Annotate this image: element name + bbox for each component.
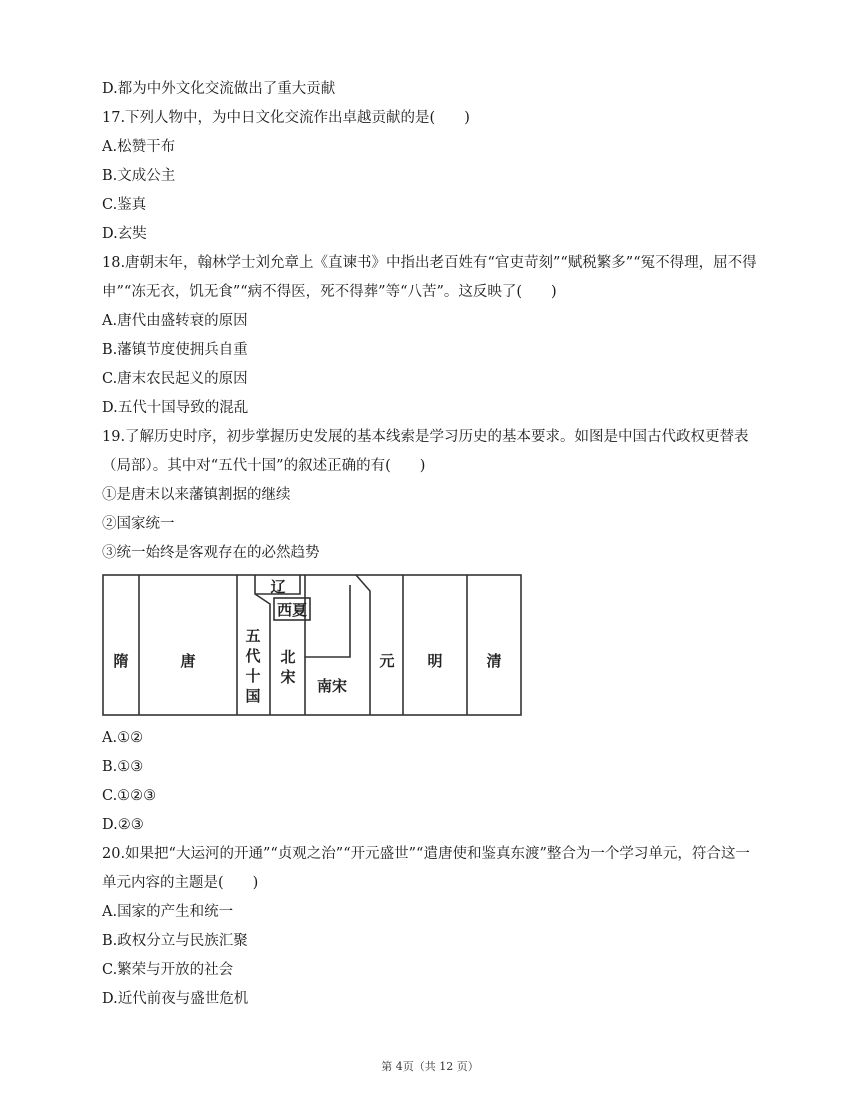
option-17-a: A.松赞干布 bbox=[102, 139, 176, 155]
ming-label: 明 bbox=[427, 652, 443, 670]
dynasty-succession-chart bbox=[102, 574, 522, 716]
tang-label: 唐 bbox=[180, 652, 196, 670]
option-17-c: C.鉴真 bbox=[102, 197, 147, 213]
question-18-line-2: 申”“冻无衣，饥无食”“病不得医，死不得葬”等“八苦”。这反映了( ) bbox=[102, 284, 557, 300]
option-20-b: B.政权分立与民族汇聚 bbox=[102, 933, 248, 949]
option-19-a: A.①② bbox=[102, 730, 144, 746]
question-20-line-2: 单元内容的主题是( ) bbox=[102, 875, 259, 891]
liao-label: 辽 bbox=[270, 578, 286, 596]
option-17-b: B.文成公主 bbox=[102, 168, 176, 184]
question-19-line-1: 19.了解历史时序，初步掌握历史发展的基本线索是学习历史的基本要求。如图是中国古代政权更替表 bbox=[102, 429, 749, 445]
statement-1: ①是唐末以来藩镇割据的继续 bbox=[102, 487, 291, 503]
option-19-d: D.②③ bbox=[102, 817, 144, 833]
question-17: 17.下列人物中，为中日文化交流作出卓越贡献的是( ) bbox=[102, 110, 470, 126]
sui-label: 隋 bbox=[113, 652, 129, 670]
qing-label: 清 bbox=[486, 652, 502, 670]
option-20-a: A.国家的产生和统一 bbox=[102, 904, 234, 920]
option-20-d: D.近代前夜与盛世危机 bbox=[102, 991, 249, 1007]
option-16-d: D.都为中外文化交流做出了重大贡献 bbox=[102, 81, 336, 97]
question-18-line-1: 18.唐朝末年，翰林学士刘允章上《直谏书》中指出老百姓有“官吏苛刻”“赋税繁多”“冤不得理，屈不得 bbox=[102, 255, 757, 271]
option-17-d: D.玄奘 bbox=[102, 226, 147, 242]
option-18-d: D.五代十国导致的混乱 bbox=[102, 400, 249, 416]
option-19-b: B.①③ bbox=[102, 759, 144, 775]
option-20-c: C.繁荣与开放的社会 bbox=[102, 962, 234, 978]
five-dynasties-label-4: 国 bbox=[245, 687, 261, 705]
southern-song-label: 南宋 bbox=[316, 677, 348, 695]
statement-3: ③统一始终是客观存在的必然趋势 bbox=[102, 545, 320, 561]
page-footer: 第 4页（共 12 页） bbox=[381, 1060, 479, 1073]
statement-2: ②国家统一 bbox=[102, 516, 175, 532]
five-dynasties-label-3: 十 bbox=[245, 667, 261, 685]
option-18-c: C.唐末农民起义的原因 bbox=[102, 371, 248, 387]
option-19-c: C.①②③ bbox=[102, 788, 157, 804]
option-18-a: A.唐代由盛转衰的原因 bbox=[102, 313, 248, 329]
five-dynasties-label-1: 五 bbox=[245, 627, 261, 645]
option-18-b: B.藩镇节度使拥兵自重 bbox=[102, 342, 248, 358]
northern-song-label-1: 北 bbox=[280, 648, 296, 666]
question-19-line-2: （局部）。其中对“五代十国”的叙述正确的有( ) bbox=[102, 458, 426, 474]
northern-song-label-2: 宋 bbox=[280, 668, 296, 686]
question-20-line-1: 20.如果把“大运河的开通”“贞观之治”“开元盛世”“遣唐使和鉴真东渡”整合为一个学习单元，符合这一 bbox=[102, 846, 750, 862]
five-dynasties-label-2: 代 bbox=[245, 647, 261, 665]
yuan-label: 元 bbox=[379, 652, 395, 670]
xixia-label: 西夏 bbox=[276, 601, 308, 619]
